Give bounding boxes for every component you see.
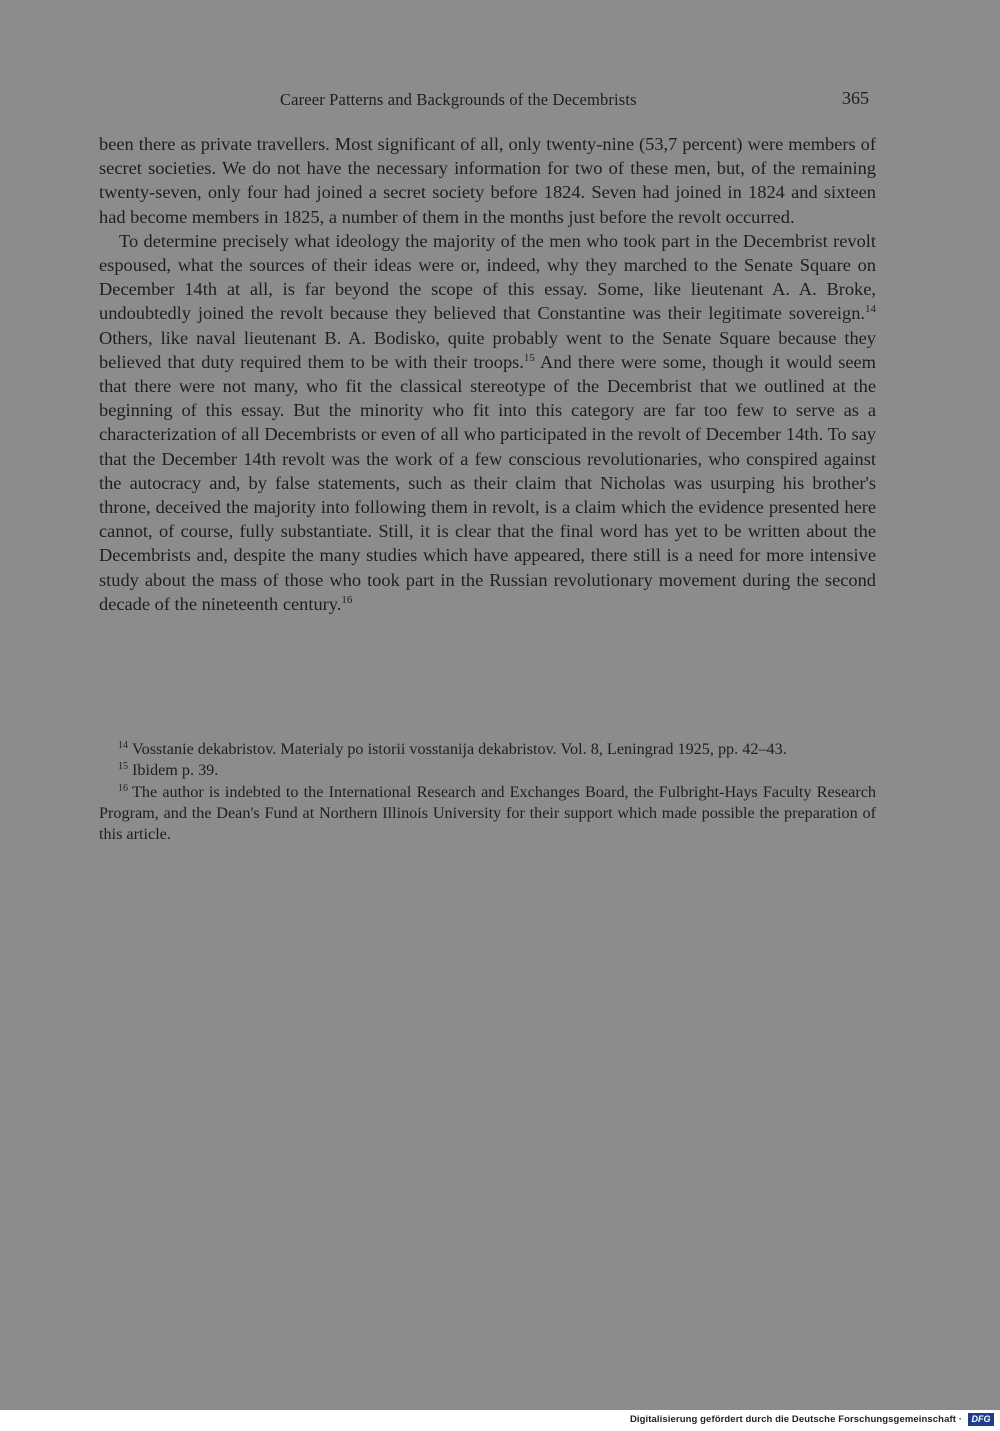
running-head: Career Patterns and Backgrounds of the Decembrists bbox=[280, 90, 637, 109]
paragraph-2-part-1: To determine precisely what ideology the majority of the men who took part in the Decembrist revolt espoused, what the sources of their ideas were or, indeed, why they marched to the Senate Square on December 14th at all, is far beyond the scope of this essay. Some, like lieutenant A. A. Broke, undoubtedly joined the revolt because they believed that Constantine was their legitimate sovereign. bbox=[99, 230, 876, 324]
paragraph-2-part-3: And there were some, though it would seem that there were not many, who fit the classical stereotype of the Decembrist that we outlined at the beginning of this essay. But the minority who fit into this category are far too few to serve as a characterization of all Decembrists or even of all who participated in the revolt of December 14th. To say that the December 14th revolt was the work of a few conscious revolutionaries, who conspired against the autocracy and, by false statements, such as their claim that Nicholas was usurping his brother's throne, deceived the majority into following them in revolt, is a claim which the evidence presented here cannot, of course, fully substantiate. Still, it is clear that the final word has yet to be written about the Decembrists and, despite the many studies which have appeared, there still is a need for more intensive study about the mass of those who took part in the Russian revolutionary movement during the second decade of the nineteenth century. bbox=[99, 351, 876, 614]
footer-credit: Digitalisierung gefördert durch die Deutsche Forschungsgemeinschaft · bbox=[629, 1414, 962, 1425]
footnote-number: 15 bbox=[118, 761, 128, 773]
footnote-ref-15: 15 bbox=[523, 351, 535, 364]
footnote-text: Vosstanie dekabristov. Materialy po istorii vosstanija dekabristov. Vol. 8, Leningrad 1925, pp. 42–43. bbox=[132, 740, 787, 758]
footnote-number: 16 bbox=[118, 782, 128, 794]
paragraph-2-part-2: Others, like naval lieutenant B. A. Bodisko, quite probably went to the Senate Square because they believed that duty required them to be with their troops. bbox=[99, 327, 876, 372]
footnote-14 bbox=[99, 739, 876, 760]
body-text bbox=[99, 132, 876, 616]
footnote-ref-14: 14 bbox=[865, 303, 876, 316]
paragraph-1: been there as private travellers. Most significant of all, only twenty-nine (53,7 percent) were members of secret societies. We do not have the necessary information for two of these men, but, of the remaining twenty-seven, only four had joined a secret society before 1824. Seven had joined in 1824 and sixteen had become members in 1825, a number of them in the months just before the revolt occurred. bbox=[99, 134, 876, 227]
dfg-logo-icon: DFG bbox=[968, 1413, 994, 1426]
footnote-number: 14 bbox=[118, 740, 128, 751]
footnote-15 bbox=[99, 760, 876, 781]
page-number: 365 bbox=[842, 88, 869, 108]
footnote-16 bbox=[99, 782, 876, 846]
footer-bar bbox=[0, 1410, 1000, 1431]
paragraph-2 bbox=[99, 229, 876, 616]
footnote-text: The author is indebted to the International Research and Exchanges Board, the Fulbright-Hays Faculty Research Program, and the Dean's Fund at Northern Illinois University for their support which made possible the preparation of this article. bbox=[99, 782, 876, 844]
footnote-text: Ibidem p. 39. bbox=[132, 761, 219, 780]
footnote-ref-16: 16 bbox=[341, 593, 353, 606]
footnotes bbox=[99, 739, 876, 845]
